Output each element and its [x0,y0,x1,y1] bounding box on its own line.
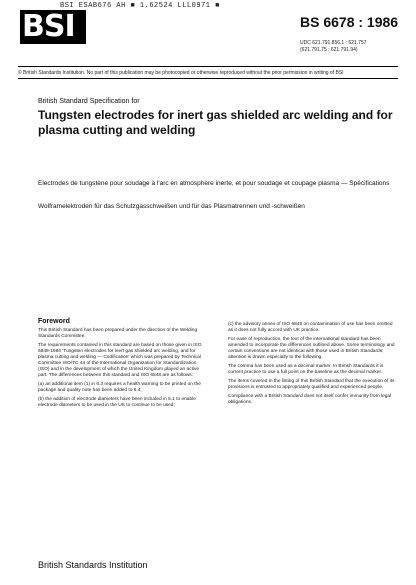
scan-header-line: BSI ESAB676 AH ■ 1.62524 LLL0971 ■ [60,2,220,10]
bsi-logo-text: BSI [22,9,75,44]
foreword-paragraph: (a) an additional item (1) in 6.3 requires a health warning to be printed on the package and quality note has been added to 6.4; [38,382,201,393]
foreword-heading: Foreword [38,318,70,325]
copyright-rule [18,78,398,79]
udc-line-1: UDC 621.791.856.1 : 621.757 [300,40,367,46]
foreword-paragraph: The requirements contained in this standard are based on those given in ISO 6848-1984 'Tungsten electrodes for inert gas shielded arc welding, and for plasma cutting and welding — Codification' which was prepared by Technical Committee ISO/TC 44 of the International Organization for Standardization (ISO) and in the development of which the United Kingdom played an active part. The differences between this standard and ISO 6848 are as follows: [38,343,202,378]
foreword-paragraph: (b) the addition of electrode diameters have been included in 6.1 to enable electrode diameters to be used in the UK to continue to be used; [38,397,196,408]
german-title: Wolframelektroden für das Schutzgasschweißen und für das Plasmatrennen und -schweißen [38,203,305,210]
foreword-right-column [228,322,398,409]
foreword-left-column [38,328,206,412]
foreword-paragraph: The items covered in the listing of this British Standard that the execution of its provisions is entrusted to appropriately qualified and experienced people. [228,379,395,390]
foreword-paragraph: The comma has been used as a decimal marker. In British Standards it is current practice to use a full point on the baseline as the decimal marker. [228,364,384,375]
french-title: Electrodes de tungstène pour soudage à l'arc en atmosphère inerte, et pour soudage et coupage plasma — Spécifications [38,180,390,187]
series-title: British Standard Specification for [38,98,140,105]
foreword-paragraph: Compliance with a British Standard does not itself confer immunity from legal obligations. [228,394,392,405]
header-rule [18,66,398,67]
udc-line-2: (621.791.75 : 621.791.94) [300,47,358,53]
copyright-notice: © British Standards Institution. No part of this publication may be photocopied or otherwise reproduced without the prior permission in writing of BSI [18,70,344,76]
foreword-paragraph: For ease of reproduction, the text of the international standard has been amended to incorporate the differences outlined above. Some terminology and certain conventions are not identical with those used in British Standards; attention is drawn especially to the following. [228,337,395,360]
foreword-paragraph: (c) the advisory annex of ISO 6848 on contamination of use has been omitted as it does not fully accord with UK practice. [228,322,393,333]
publisher-footer: British Standards Institution [38,560,148,570]
standard-number: BS 6678 : 1986 [300,14,399,30]
document-title: Tungsten electrodes for inert gas shielded arc welding and for plasma cutting and welding [38,108,393,137]
bsi-logo [20,10,86,44]
foreword-paragraph: This British Standard has been prepared under the direction of the Welding Standards Committee. [38,328,198,339]
